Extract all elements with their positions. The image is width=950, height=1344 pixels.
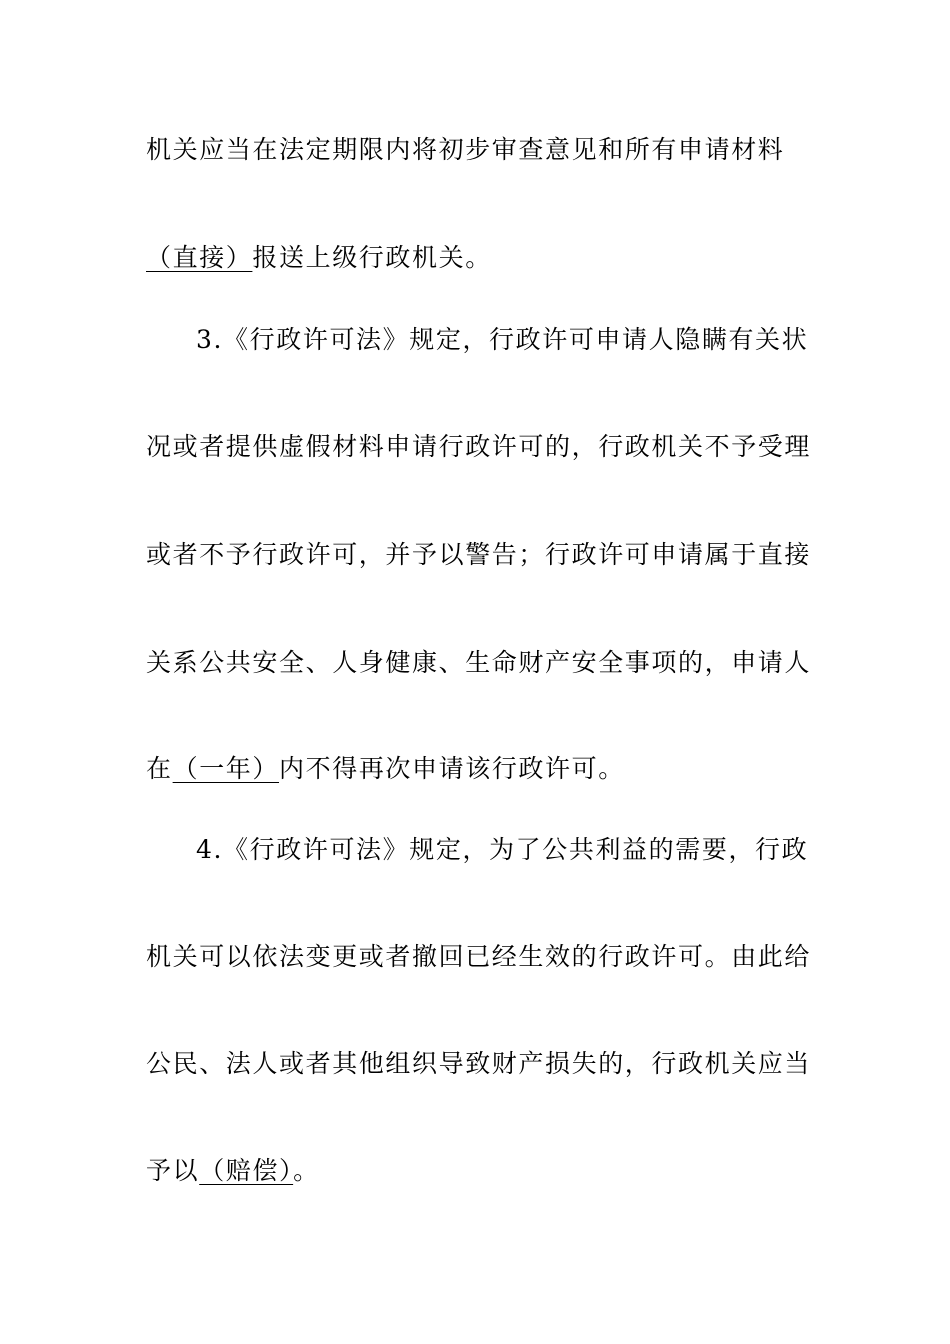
line-text: 关系公共安全、人身健康、生命财产安全事项的，申请人 xyxy=(146,648,812,677)
text-line-10 xyxy=(146,1047,812,1081)
line-text: 机关应当在法定期限内将初步审查意见和所有申请材料 xyxy=(146,135,785,164)
line-prefix: 予以 xyxy=(146,1156,200,1185)
text-line-2 xyxy=(146,241,806,275)
answer-blank: （一年） xyxy=(172,754,280,783)
text-line-11 xyxy=(146,1154,806,1188)
text-line-9 xyxy=(146,940,812,974)
text-line-3 xyxy=(196,323,856,357)
line-suffix: 。 xyxy=(293,1156,320,1185)
text-line-8 xyxy=(196,833,856,867)
line-text: 机关可以依法变更或者撤回已经生效的行政许可。由此给 xyxy=(146,942,812,971)
line-text: 3.《行政许可法》规定，行政许可申请人隐瞒有关状 xyxy=(196,325,809,354)
line-suffix: 报送上级行政机关。 xyxy=(252,243,492,272)
line-text: 公民、法人或者其他组织导致财产损失的，行政机关应当 xyxy=(146,1049,812,1078)
answer-blank: （直接） xyxy=(146,243,253,272)
answer-blank: （赔偿） xyxy=(199,1156,294,1185)
text-line-4 xyxy=(146,430,812,464)
text-line-7 xyxy=(146,752,806,786)
line-suffix: 内不得再次申请该行政许可。 xyxy=(279,754,625,783)
text-line-5 xyxy=(146,538,812,572)
line-prefix: 在 xyxy=(146,754,173,783)
text-line-6 xyxy=(146,646,812,680)
line-text: 或者不予行政许可，并予以警告；行政许可申请属于直接 xyxy=(146,540,812,569)
line-text: 况或者提供虚假材料申请行政许可的，行政机关不予受理 xyxy=(146,432,812,461)
line-text: 4.《行政许可法》规定，为了公共利益的需要，行政 xyxy=(196,835,809,864)
text-line-1 xyxy=(146,133,806,167)
